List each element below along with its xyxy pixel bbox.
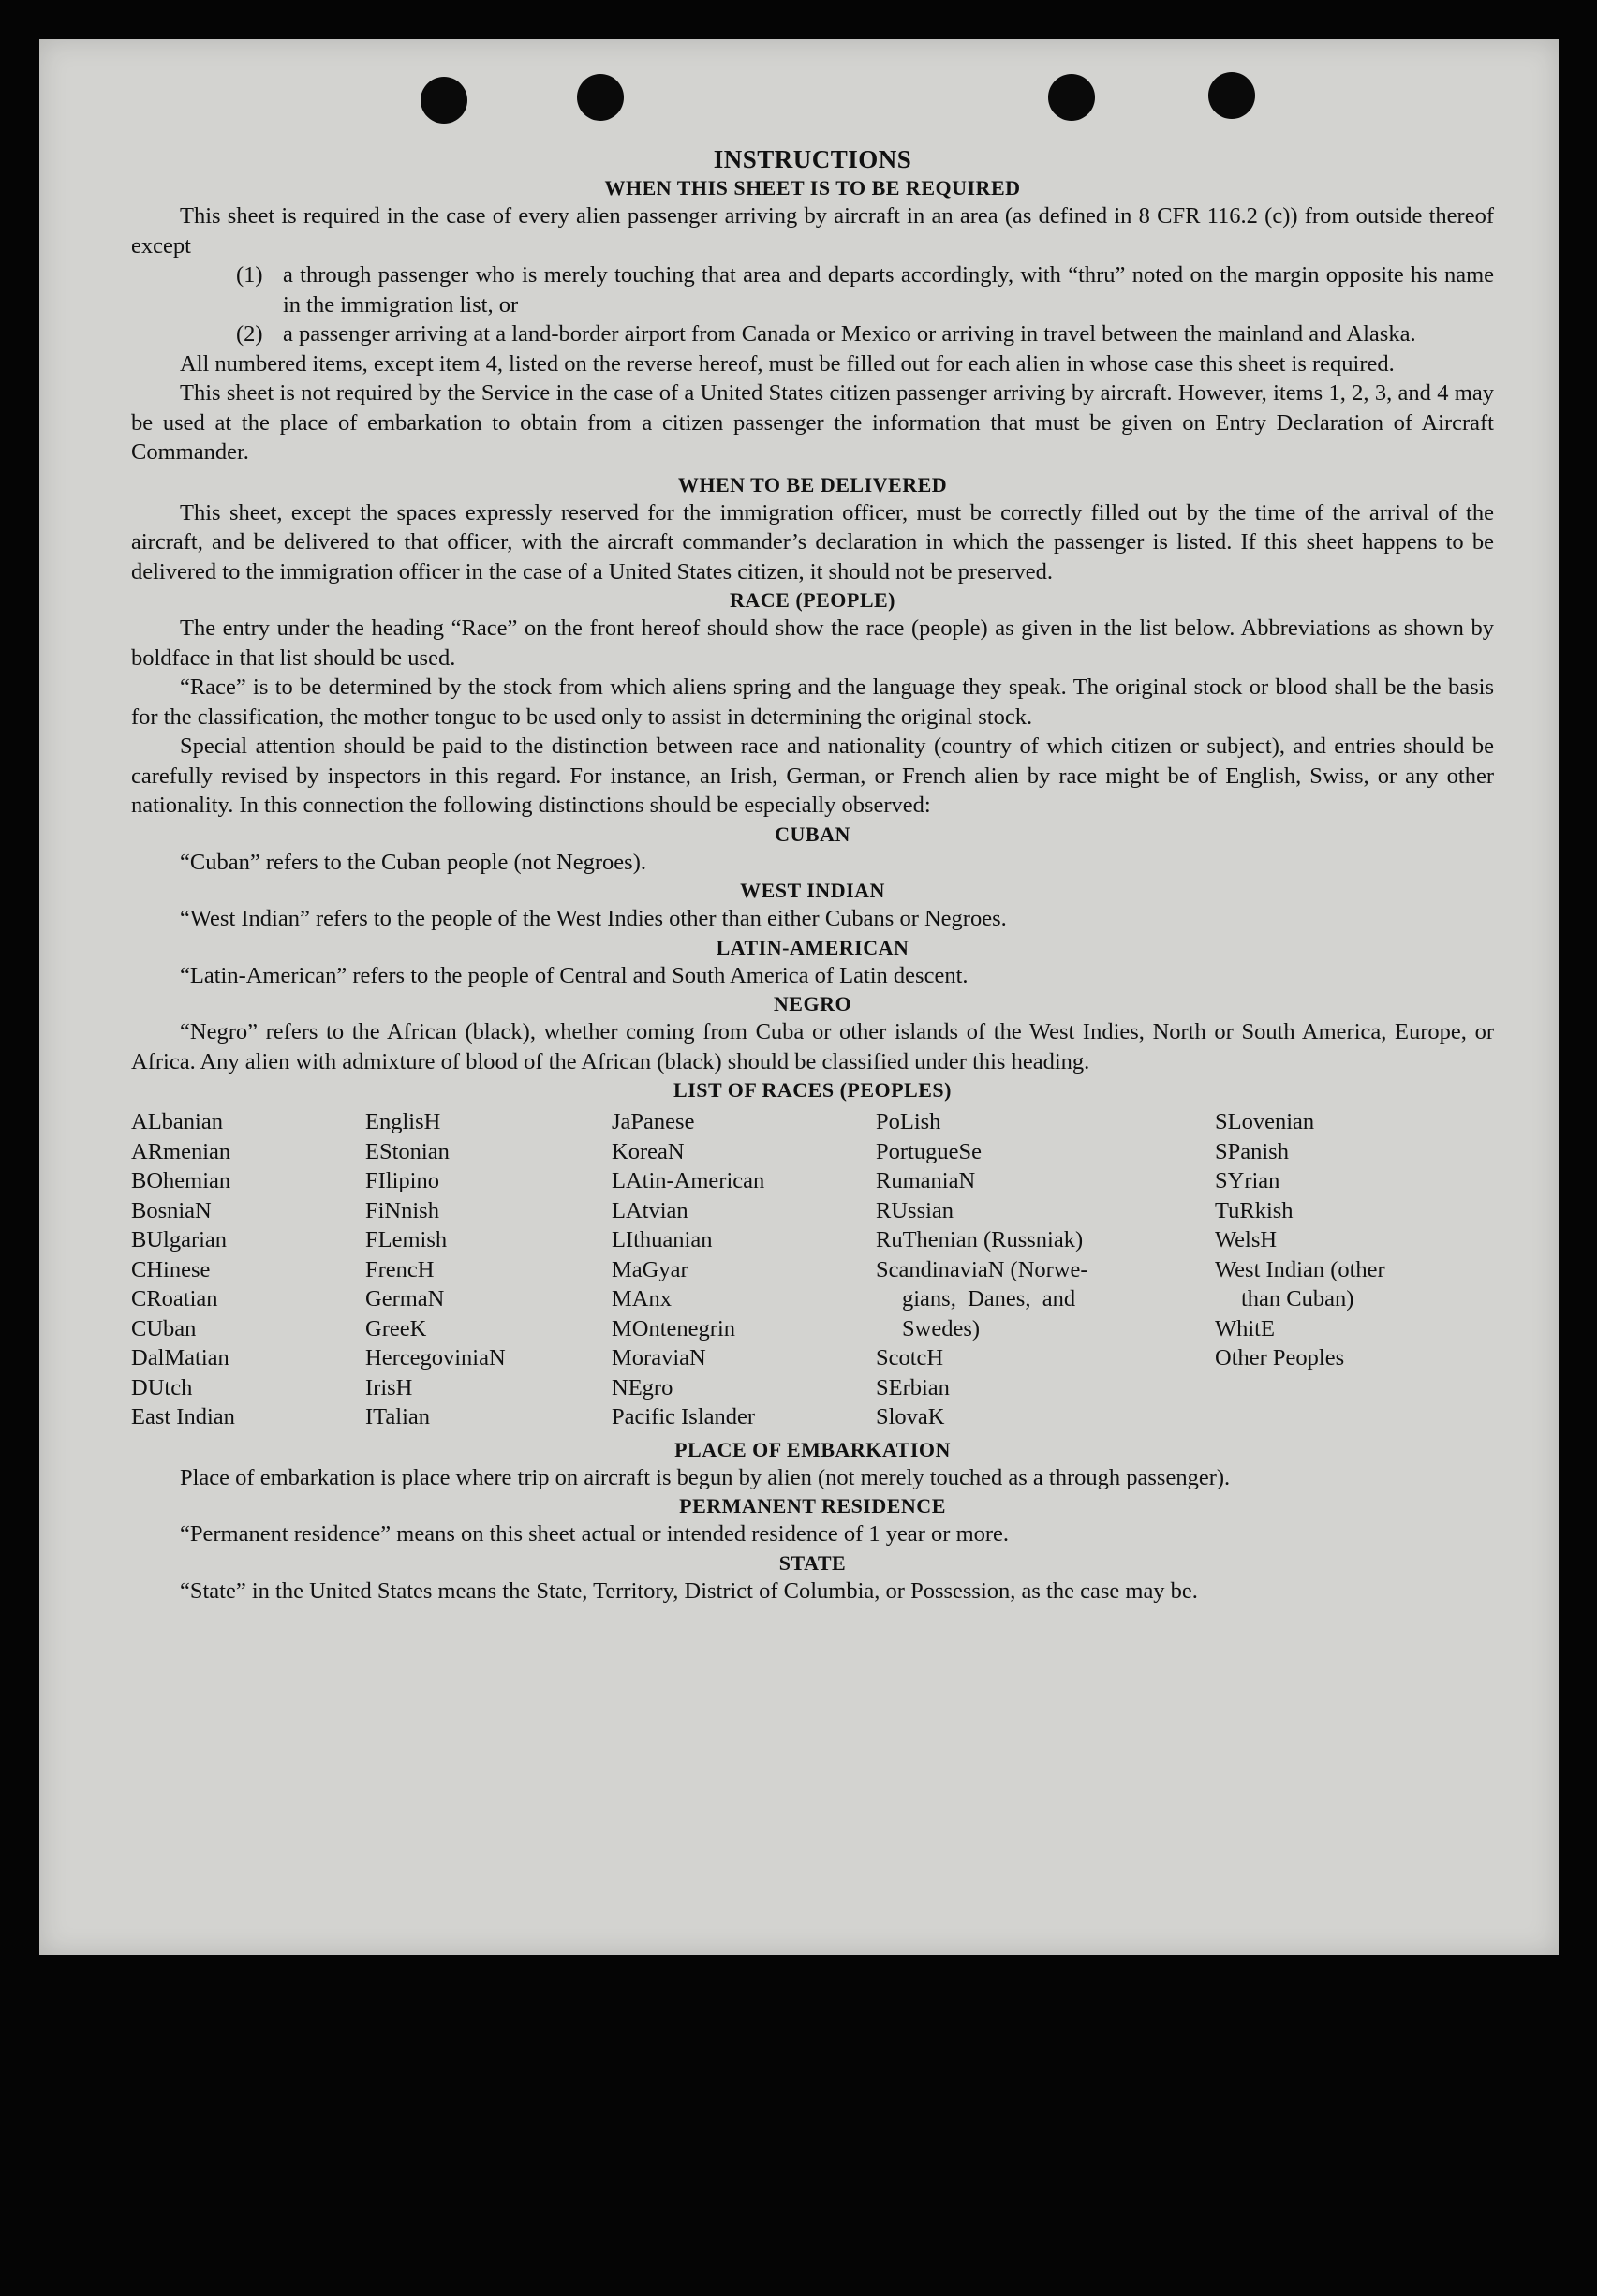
race-entry: NEgro [612,1374,673,1400]
state-text: “State” in the United States means the State, Territory, District of Columbia, or Possession, as the case may be. [180,1578,1198,1604]
race-entry-continued: than Cuban) [1241,1286,1354,1311]
race-entry: DalMatian [131,1345,229,1370]
item-number: (1) [236,262,263,288]
race-entry: FLemish [365,1227,448,1252]
when-required-heading: WHEN THIS SHEET IS TO BE REQUIRED [604,176,1021,200]
race-entry: CUban [131,1315,197,1341]
race-entry: ARmenian [131,1138,231,1164]
race-paragraph-3: Special attention should be paid to the distinction between race and nationality (country of which citizen or subject), and entries should be carefully revised by inspectors in this regard. For instance, an Irish, German, or French alien by race might be of English, Swiss, or any other nationality. In this connection the following distinctions should be especially observed: [131,733,1494,818]
citizen-paragraph: This sheet is not required by the Service in the case of a United States citizen passenger arriving by aircraft. However, items 1, 2, 3, and 4 may be used at the place of embarkation to obtain from a citizen passenger the information that must be given on Entry Declaration of Aircraft Commander. [131,380,1494,465]
race-entry: RuThenian (Russniak) [876,1227,1084,1252]
document-sheet [39,39,1559,1955]
race-entry: CRoatian [131,1286,218,1311]
race-entry: SlovaK [876,1404,945,1429]
race-entry: BOhemian [131,1168,231,1193]
race-entry: WelsH [1215,1227,1278,1252]
punch-hole [421,77,467,124]
race-entry: ITalian [365,1404,431,1429]
race-entry: BosniaN [131,1197,212,1223]
races-list [131,1107,1494,1432]
race-entry: FIlipino [365,1168,439,1193]
race-entry: DUtch [131,1374,193,1400]
race-entry: SPanish [1215,1138,1289,1164]
west-indian-text: “West Indian” refers to the people of the West Indies other than either Cubans or Negroes. [180,906,1007,931]
negro-heading: NEGRO [773,992,852,1015]
race-entry: East Indian [131,1404,235,1429]
races-column-2 [365,1107,612,1432]
instructions-title: INSTRUCTIONS [713,145,912,173]
race-entry: JaPanese [612,1109,695,1134]
when-required-intro: This sheet is required in the case of every alien passenger arriving by aircraft in an area (as defined in 8 CFR 116.2 (c)) from outside thereof except [131,203,1494,259]
race-entry: PoLish [876,1109,941,1134]
race-entry: CHinese [131,1256,211,1282]
race-paragraph-1: The entry under the heading “Race” on the front hereof should show the race (people) as given in the list below. Abbreviations as shown by boldface in that list should be used. [131,615,1494,671]
race-entry: PortugueSe [876,1138,982,1164]
race-entry: West Indian (other [1215,1256,1385,1282]
punch-hole [577,74,624,121]
embarkation-heading: PLACE OF EMBARKATION [674,1437,951,1461]
race-entry: ALbanian [131,1109,223,1134]
race-entry: WhitE [1215,1315,1275,1341]
race-entry: KoreaN [612,1138,685,1164]
exception-item [236,260,1494,319]
race-entry: Pacific Islander [612,1404,756,1429]
permanent-residence-heading: PERMANENT RESIDENCE [679,1494,946,1518]
state-heading: STATE [778,1550,847,1575]
race-entry: LAtin-American [612,1168,765,1193]
list-of-races-heading: LIST OF RACES (PEOPLES) [673,1078,952,1102]
race-entry: LAtvian [612,1197,688,1223]
race-entry: EStonian [365,1138,450,1164]
race-entry: FiNnish [365,1197,439,1223]
permanent-residence-text: “Permanent residence” means on this sheet actual or intended residence of 1 year or more. [180,1521,1010,1547]
exception-item [236,319,1494,349]
race-entry: SLovenian [1215,1109,1315,1134]
race-entry: RUssian [876,1197,954,1223]
race-entry-continued: gians, Danes, and [902,1286,1076,1311]
when-delivered-heading: WHEN TO BE DELIVERED [677,472,948,496]
race-heading: RACE (PEOPLE) [730,588,895,612]
races-column-5 [1215,1107,1486,1432]
race-entry: SErbian [876,1374,950,1400]
race-entry: TuRkish [1215,1197,1294,1223]
race-entry: GreeK [365,1315,427,1341]
race-entry: SYrian [1215,1168,1280,1193]
race-entry: MoraviaN [612,1345,706,1370]
race-entry: IrisH [365,1374,413,1400]
item-number: (2) [236,321,263,347]
race-entry: EnglisH [365,1109,441,1134]
race-entry: GermaN [365,1286,445,1311]
instructions-body [131,144,1494,1606]
cuban-heading: CUBAN [775,822,850,846]
west-indian-heading: WEST INDIAN [740,879,885,902]
race-entry: MAnx [612,1286,672,1311]
negro-text: “Negro” refers to the African (black), whether coming from Cuba or other islands of the West Indies, North or South America, Europe, or Africa. Any alien with admixture of blood of the African (black) should be classified under this heading. [131,1019,1494,1074]
races-column-1 [131,1107,365,1432]
embarkation-text: Place of embarkation is place where trip on aircraft is begun by alien (not merely touched as a through passenger). [180,1464,1231,1490]
race-entry: HercegoviniaN [365,1345,506,1370]
punch-hole [1048,74,1095,121]
race-entry-continued: Swedes) [902,1315,981,1341]
race-entry: MaGyar [612,1256,688,1282]
latin-american-heading: LATIN-AMERICAN [716,935,909,959]
race-entry: FrencH [365,1256,435,1282]
cuban-text: “Cuban” refers to the Cuban people (not Negroes). [180,849,646,875]
race-entry: Other Peoples [1215,1345,1345,1370]
races-column-4 [876,1107,1215,1432]
latin-american-text: “Latin-American” refers to the people of Central and South America of Latin descent. [180,962,969,988]
race-entry: MOntenegrin [612,1315,735,1341]
item-text: a through passenger who is merely touching that area and departs accordingly, with “thru” noted on the margin opposite his name in the immigration list, or [283,262,1494,318]
race-entry: ScotcH [876,1345,944,1370]
when-delivered-text: This sheet, except the spaces expressly reserved for the immigration officer, must be correctly filled out by the time of the arrival of the aircraft, and be delivered to that officer, with the aircraft commander’s declaration in which the passenger is listed. If this sheet happens to be delivered to the immigration officer in the case of a United States citizen, it should not be preserved. [131,499,1494,585]
item-text: a passenger arriving at a land-border airport from Canada or Mexico or arriving in travel between the mainland and Alaska. [283,321,1416,347]
races-column-3 [612,1107,876,1432]
race-entry: RumaniaN [876,1168,976,1193]
race-entry: BUlgarian [131,1227,228,1252]
race-entry: LIthuanian [612,1227,713,1252]
race-paragraph-2: “Race” is to be determined by the stock from which aliens spring and the language they speak. The original stock or blood shall be the basis for the classification, the mother tongue to be used only to assist in determining the original stock. [131,674,1494,730]
race-entry: ScandinaviaN (Norwe- [876,1256,1088,1282]
punch-hole [1208,72,1255,119]
numbered-items-paragraph: All numbered items, except item 4, listed on the reverse hereof, must be filled out for each alien in whose case this sheet is required. [180,350,1395,377]
